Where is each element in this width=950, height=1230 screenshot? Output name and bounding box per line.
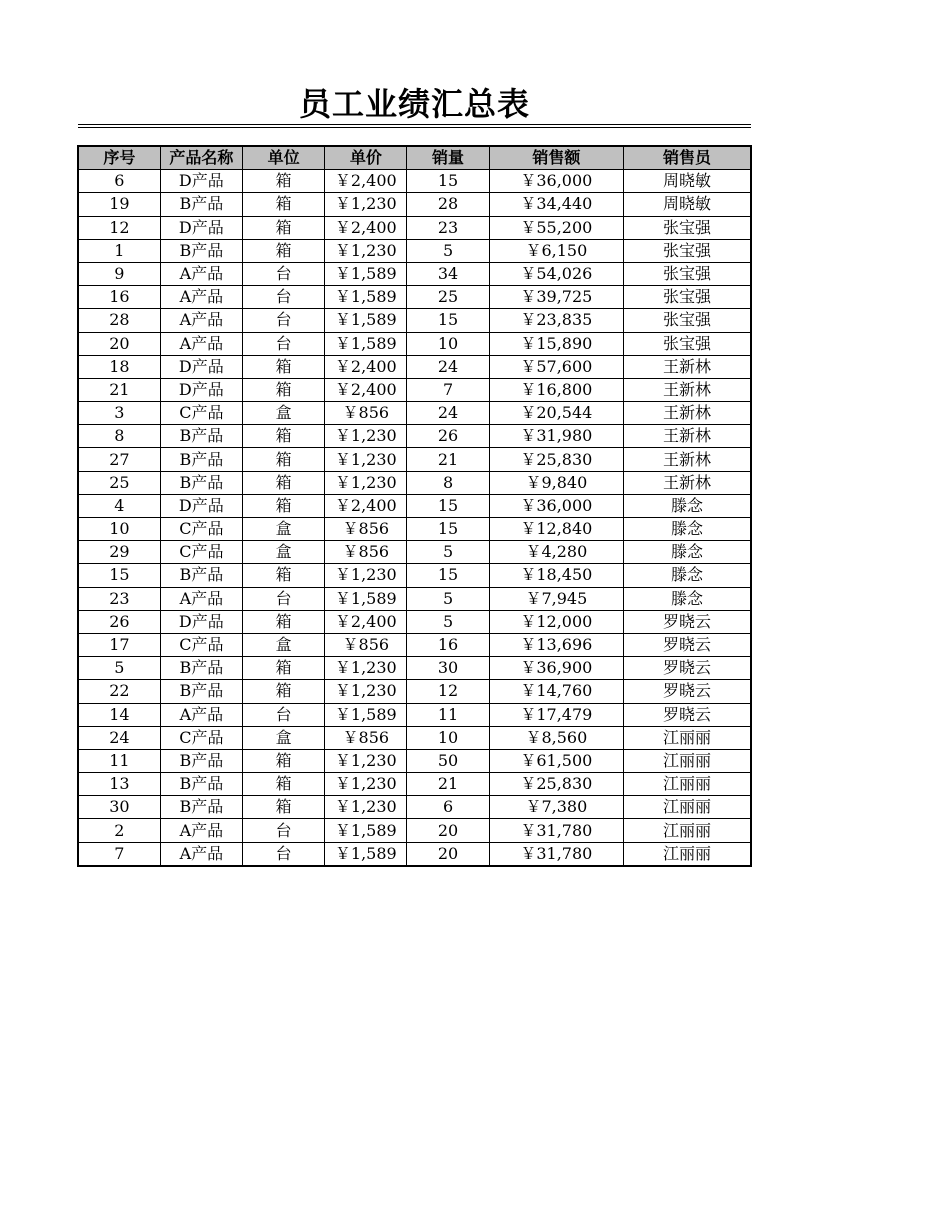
- cell-salesperson[interactable]: 江丽丽: [624, 796, 751, 819]
- cell-amount[interactable]: ￥7,380: [489, 796, 623, 819]
- cell-quantity[interactable]: 5: [407, 541, 489, 564]
- cell-salesperson[interactable]: 罗晓云: [624, 703, 751, 726]
- cell-amount[interactable]: ￥18,450: [489, 564, 623, 587]
- column-header-salesperson[interactable]: 销售员: [624, 146, 751, 170]
- cell-index[interactable]: 7: [78, 842, 160, 866]
- table-row: [78, 471, 751, 494]
- cell-quantity[interactable]: 5: [407, 610, 489, 633]
- cell-price[interactable]: ￥2,400: [325, 610, 407, 633]
- cell-unit[interactable]: 台: [242, 842, 324, 866]
- cell-index[interactable]: 5: [78, 657, 160, 680]
- cell-unit[interactable]: 箱: [242, 216, 324, 239]
- cell-price[interactable]: ￥1,230: [325, 564, 407, 587]
- cell-price[interactable]: ￥2,400: [325, 378, 407, 401]
- cell-price[interactable]: ￥2,400: [325, 170, 407, 193]
- cell-index[interactable]: 6: [78, 170, 160, 193]
- cell-index[interactable]: 26: [78, 610, 160, 633]
- table-row: [78, 726, 751, 749]
- cell-price[interactable]: ￥2,400: [325, 216, 407, 239]
- cell-price[interactable]: ￥1,589: [325, 703, 407, 726]
- cell-salesperson[interactable]: 江丽丽: [624, 726, 751, 749]
- cell-amount[interactable]: ￥25,830: [489, 773, 623, 796]
- cell-amount[interactable]: ￥12,000: [489, 610, 623, 633]
- cell-quantity[interactable]: 34: [407, 262, 489, 285]
- table-row: [78, 587, 751, 610]
- cell-price[interactable]: ￥1,230: [325, 796, 407, 819]
- cell-price[interactable]: ￥1,230: [325, 193, 407, 216]
- cell-index[interactable]: 29: [78, 541, 160, 564]
- table-row: [78, 610, 751, 633]
- cell-quantity[interactable]: 10: [407, 726, 489, 749]
- cell-salesperson[interactable]: 罗晓云: [624, 610, 751, 633]
- cell-unit[interactable]: 箱: [242, 425, 324, 448]
- cell-quantity[interactable]: 15: [407, 518, 489, 541]
- cell-product[interactable]: D产品: [160, 355, 242, 378]
- cell-product[interactable]: A产品: [160, 842, 242, 866]
- cell-product[interactable]: A产品: [160, 332, 242, 355]
- cell-quantity[interactable]: 23: [407, 216, 489, 239]
- cell-amount[interactable]: ￥23,835: [489, 309, 623, 332]
- cell-salesperson[interactable]: 张宝强: [624, 332, 751, 355]
- cell-salesperson[interactable]: 王新林: [624, 448, 751, 471]
- cell-product[interactable]: B产品: [160, 564, 242, 587]
- cell-unit[interactable]: 盒: [242, 518, 324, 541]
- cell-amount[interactable]: ￥39,725: [489, 286, 623, 309]
- table-row: [78, 193, 751, 216]
- cell-unit[interactable]: 箱: [242, 680, 324, 703]
- cell-unit[interactable]: 箱: [242, 378, 324, 401]
- cell-salesperson[interactable]: 张宝强: [624, 262, 751, 285]
- cell-index[interactable]: 9: [78, 262, 160, 285]
- cell-index[interactable]: 12: [78, 216, 160, 239]
- cell-price[interactable]: ￥856: [325, 518, 407, 541]
- cell-product[interactable]: D产品: [160, 170, 242, 193]
- column-header-amount[interactable]: 销售额: [489, 146, 623, 170]
- cell-amount[interactable]: ￥61,500: [489, 749, 623, 772]
- cell-salesperson[interactable]: 罗晓云: [624, 657, 751, 680]
- table-row: [78, 680, 751, 703]
- cell-index[interactable]: 17: [78, 633, 160, 656]
- cell-quantity[interactable]: 10: [407, 332, 489, 355]
- cell-unit[interactable]: 盒: [242, 402, 324, 425]
- column-header-unit[interactable]: 单位: [242, 146, 324, 170]
- cell-index[interactable]: 3: [78, 402, 160, 425]
- cell-product[interactable]: A产品: [160, 703, 242, 726]
- cell-price[interactable]: ￥1,589: [325, 286, 407, 309]
- table-row: [78, 286, 751, 309]
- cell-amount[interactable]: ￥31,780: [489, 819, 623, 842]
- cell-unit[interactable]: 箱: [242, 170, 324, 193]
- cell-quantity[interactable]: 12: [407, 680, 489, 703]
- table-row: [78, 262, 751, 285]
- cell-price[interactable]: ￥1,589: [325, 819, 407, 842]
- cell-price[interactable]: ￥856: [325, 726, 407, 749]
- cell-unit[interactable]: 台: [242, 309, 324, 332]
- column-header-quantity[interactable]: 销量: [407, 146, 489, 170]
- cell-product[interactable]: D产品: [160, 494, 242, 517]
- cell-amount[interactable]: ￥57,600: [489, 355, 623, 378]
- cell-unit[interactable]: 箱: [242, 773, 324, 796]
- cell-price[interactable]: ￥856: [325, 402, 407, 425]
- cell-unit[interactable]: 箱: [242, 471, 324, 494]
- cell-index[interactable]: 14: [78, 703, 160, 726]
- cell-index[interactable]: 24: [78, 726, 160, 749]
- cell-salesperson[interactable]: 王新林: [624, 355, 751, 378]
- cell-index[interactable]: 22: [78, 680, 160, 703]
- cell-salesperson[interactable]: 周晓敏: [624, 193, 751, 216]
- cell-salesperson[interactable]: 滕念: [624, 587, 751, 610]
- cell-quantity[interactable]: 26: [407, 425, 489, 448]
- cell-unit[interactable]: 箱: [242, 657, 324, 680]
- cell-quantity[interactable]: 15: [407, 309, 489, 332]
- table-row: [78, 842, 751, 866]
- cell-quantity[interactable]: 30: [407, 657, 489, 680]
- cell-price[interactable]: ￥1,230: [325, 773, 407, 796]
- cell-index[interactable]: 8: [78, 425, 160, 448]
- cell-amount[interactable]: ￥4,280: [489, 541, 623, 564]
- cell-amount[interactable]: ￥34,440: [489, 193, 623, 216]
- table-row: [78, 633, 751, 656]
- cell-salesperson[interactable]: 江丽丽: [624, 773, 751, 796]
- table-row: [78, 402, 751, 425]
- cell-product[interactable]: B产品: [160, 680, 242, 703]
- cell-salesperson[interactable]: 滕念: [624, 494, 751, 517]
- cell-salesperson[interactable]: 江丽丽: [624, 819, 751, 842]
- cell-amount[interactable]: ￥36,900: [489, 657, 623, 680]
- cell-salesperson[interactable]: 江丽丽: [624, 842, 751, 866]
- cell-salesperson[interactable]: 王新林: [624, 425, 751, 448]
- cell-product[interactable]: A产品: [160, 819, 242, 842]
- column-header-product[interactable]: 产品名称: [160, 146, 242, 170]
- cell-salesperson[interactable]: 周晓敏: [624, 170, 751, 193]
- sales-summary-table: [77, 145, 752, 867]
- cell-unit[interactable]: 箱: [242, 494, 324, 517]
- cell-unit[interactable]: 盒: [242, 541, 324, 564]
- cell-salesperson[interactable]: 张宝强: [624, 309, 751, 332]
- cell-salesperson[interactable]: 罗晓云: [624, 633, 751, 656]
- cell-amount[interactable]: ￥36,000: [489, 494, 623, 517]
- cell-unit[interactable]: 箱: [242, 610, 324, 633]
- table-row: [78, 216, 751, 239]
- cell-quantity[interactable]: 15: [407, 494, 489, 517]
- table-row: [78, 448, 751, 471]
- cell-salesperson[interactable]: 王新林: [624, 402, 751, 425]
- cell-amount[interactable]: ￥6,150: [489, 239, 623, 262]
- cell-quantity[interactable]: 25: [407, 286, 489, 309]
- cell-quantity[interactable]: 6: [407, 796, 489, 819]
- table-row: [78, 239, 751, 262]
- cell-quantity[interactable]: 21: [407, 773, 489, 796]
- header-row: [78, 146, 751, 170]
- cell-unit[interactable]: 箱: [242, 796, 324, 819]
- cell-index[interactable]: 25: [78, 471, 160, 494]
- cell-amount[interactable]: ￥36,000: [489, 170, 623, 193]
- cell-quantity[interactable]: 20: [407, 819, 489, 842]
- cell-unit[interactable]: 盒: [242, 726, 324, 749]
- cell-salesperson[interactable]: 罗晓云: [624, 680, 751, 703]
- cell-index[interactable]: 20: [78, 332, 160, 355]
- cell-salesperson[interactable]: 张宝强: [624, 239, 751, 262]
- cell-index[interactable]: 10: [78, 518, 160, 541]
- cell-price[interactable]: ￥856: [325, 633, 407, 656]
- cell-price[interactable]: ￥1,230: [325, 448, 407, 471]
- cell-amount[interactable]: ￥31,780: [489, 842, 623, 866]
- cell-product[interactable]: A产品: [160, 587, 242, 610]
- cell-price[interactable]: ￥1,230: [325, 657, 407, 680]
- cell-amount[interactable]: ￥15,890: [489, 332, 623, 355]
- cell-price[interactable]: ￥1,230: [325, 680, 407, 703]
- cell-price[interactable]: ￥1,230: [325, 239, 407, 262]
- cell-product[interactable]: B产品: [160, 657, 242, 680]
- cell-product[interactable]: A产品: [160, 309, 242, 332]
- table-row: [78, 378, 751, 401]
- cell-index[interactable]: 2: [78, 819, 160, 842]
- cell-product[interactable]: B产品: [160, 193, 242, 216]
- cell-quantity[interactable]: 20: [407, 842, 489, 866]
- table-body: [78, 170, 751, 866]
- cell-quantity[interactable]: 16: [407, 633, 489, 656]
- cell-price[interactable]: ￥856: [325, 541, 407, 564]
- cell-product[interactable]: B产品: [160, 425, 242, 448]
- cell-product[interactable]: D产品: [160, 610, 242, 633]
- cell-salesperson[interactable]: 王新林: [624, 378, 751, 401]
- cell-unit[interactable]: 台: [242, 262, 324, 285]
- cell-price[interactable]: ￥1,589: [325, 587, 407, 610]
- table-row: [78, 564, 751, 587]
- cell-salesperson[interactable]: 王新林: [624, 471, 751, 494]
- cell-index[interactable]: 21: [78, 378, 160, 401]
- cell-quantity[interactable]: 5: [407, 587, 489, 610]
- table-row: [78, 657, 751, 680]
- cell-amount[interactable]: ￥7,945: [489, 587, 623, 610]
- cell-amount[interactable]: ￥20,544: [489, 402, 623, 425]
- cell-index[interactable]: 23: [78, 587, 160, 610]
- cell-product[interactable]: B产品: [160, 448, 242, 471]
- cell-quantity[interactable]: 21: [407, 448, 489, 471]
- cell-amount[interactable]: ￥8,560: [489, 726, 623, 749]
- cell-index[interactable]: 4: [78, 494, 160, 517]
- cell-index[interactable]: 19: [78, 193, 160, 216]
- cell-product[interactable]: B产品: [160, 471, 242, 494]
- cell-product[interactable]: B产品: [160, 796, 242, 819]
- column-header-price[interactable]: 单价: [325, 146, 407, 170]
- table-row: [78, 819, 751, 842]
- table-row: [78, 355, 751, 378]
- cell-price[interactable]: ￥2,400: [325, 355, 407, 378]
- table-row: [78, 309, 751, 332]
- table-row: [78, 494, 751, 517]
- cell-price[interactable]: ￥1,589: [325, 842, 407, 866]
- table-row: [78, 796, 751, 819]
- cell-index[interactable]: 16: [78, 286, 160, 309]
- cell-product[interactable]: A产品: [160, 262, 242, 285]
- cell-salesperson[interactable]: 滕念: [624, 518, 751, 541]
- cell-amount[interactable]: ￥9,840: [489, 471, 623, 494]
- cell-price[interactable]: ￥2,400: [325, 494, 407, 517]
- cell-index[interactable]: 13: [78, 773, 160, 796]
- table-row: [78, 170, 751, 193]
- cell-amount[interactable]: ￥55,200: [489, 216, 623, 239]
- cell-quantity[interactable]: 50: [407, 749, 489, 772]
- table-row: [78, 703, 751, 726]
- cell-unit[interactable]: 台: [242, 332, 324, 355]
- title-underline-bottom: [78, 127, 751, 128]
- cell-product[interactable]: C产品: [160, 633, 242, 656]
- cell-product[interactable]: B产品: [160, 773, 242, 796]
- cell-salesperson[interactable]: 张宝强: [624, 286, 751, 309]
- cell-unit[interactable]: 台: [242, 819, 324, 842]
- cell-index[interactable]: 27: [78, 448, 160, 471]
- cell-unit[interactable]: 箱: [242, 564, 324, 587]
- table-row: [78, 518, 751, 541]
- cell-quantity[interactable]: 7: [407, 378, 489, 401]
- cell-index[interactable]: 30: [78, 796, 160, 819]
- cell-unit[interactable]: 台: [242, 286, 324, 309]
- cell-unit[interactable]: 箱: [242, 749, 324, 772]
- cell-quantity[interactable]: 5: [407, 239, 489, 262]
- cell-product[interactable]: D产品: [160, 216, 242, 239]
- cell-amount[interactable]: ￥25,830: [489, 448, 623, 471]
- cell-product[interactable]: C产品: [160, 518, 242, 541]
- cell-amount[interactable]: ￥17,479: [489, 703, 623, 726]
- cell-quantity[interactable]: 15: [407, 564, 489, 587]
- cell-unit[interactable]: 箱: [242, 239, 324, 262]
- sheet-title: 员工业绩汇总表: [298, 85, 530, 123]
- cell-unit[interactable]: 箱: [242, 193, 324, 216]
- cell-salesperson[interactable]: 张宝强: [624, 216, 751, 239]
- cell-amount[interactable]: ￥12,840: [489, 518, 623, 541]
- cell-product[interactable]: D产品: [160, 378, 242, 401]
- cell-amount[interactable]: ￥16,800: [489, 378, 623, 401]
- cell-quantity[interactable]: 15: [407, 170, 489, 193]
- cell-product[interactable]: C产品: [160, 541, 242, 564]
- cell-quantity[interactable]: 8: [407, 471, 489, 494]
- table-row: [78, 749, 751, 772]
- cell-index[interactable]: 28: [78, 309, 160, 332]
- table-row: [78, 773, 751, 796]
- cell-index[interactable]: 15: [78, 564, 160, 587]
- cell-price[interactable]: ￥1,230: [325, 471, 407, 494]
- cell-amount[interactable]: ￥54,026: [489, 262, 623, 285]
- cell-unit[interactable]: 台: [242, 587, 324, 610]
- cell-salesperson[interactable]: 滕念: [624, 564, 751, 587]
- cell-price[interactable]: ￥1,589: [325, 309, 407, 332]
- cell-product[interactable]: B产品: [160, 749, 242, 772]
- column-header-index[interactable]: 序号: [78, 146, 160, 170]
- cell-amount[interactable]: ￥31,980: [489, 425, 623, 448]
- cell-price[interactable]: ￥1,589: [325, 262, 407, 285]
- cell-quantity[interactable]: 28: [407, 193, 489, 216]
- cell-quantity[interactable]: 11: [407, 703, 489, 726]
- cell-price[interactable]: ￥1,589: [325, 332, 407, 355]
- cell-index[interactable]: 11: [78, 749, 160, 772]
- cell-salesperson[interactable]: 江丽丽: [624, 749, 751, 772]
- cell-index[interactable]: 1: [78, 239, 160, 262]
- cell-price[interactable]: ￥1,230: [325, 749, 407, 772]
- cell-unit[interactable]: 箱: [242, 355, 324, 378]
- cell-unit[interactable]: 台: [242, 703, 324, 726]
- cell-product[interactable]: A产品: [160, 286, 242, 309]
- cell-unit[interactable]: 箱: [242, 448, 324, 471]
- cell-quantity[interactable]: 24: [407, 402, 489, 425]
- cell-index[interactable]: 18: [78, 355, 160, 378]
- cell-amount[interactable]: ￥13,696: [489, 633, 623, 656]
- cell-unit[interactable]: 盒: [242, 633, 324, 656]
- cell-product[interactable]: B产品: [160, 239, 242, 262]
- cell-product[interactable]: C产品: [160, 726, 242, 749]
- title-underline-top: [78, 124, 751, 125]
- cell-salesperson[interactable]: 滕念: [624, 541, 751, 564]
- cell-price[interactable]: ￥1,230: [325, 425, 407, 448]
- table-row: [78, 332, 751, 355]
- cell-quantity[interactable]: 24: [407, 355, 489, 378]
- table-row: [78, 541, 751, 564]
- cell-amount[interactable]: ￥14,760: [489, 680, 623, 703]
- cell-product[interactable]: C产品: [160, 402, 242, 425]
- table-row: [78, 425, 751, 448]
